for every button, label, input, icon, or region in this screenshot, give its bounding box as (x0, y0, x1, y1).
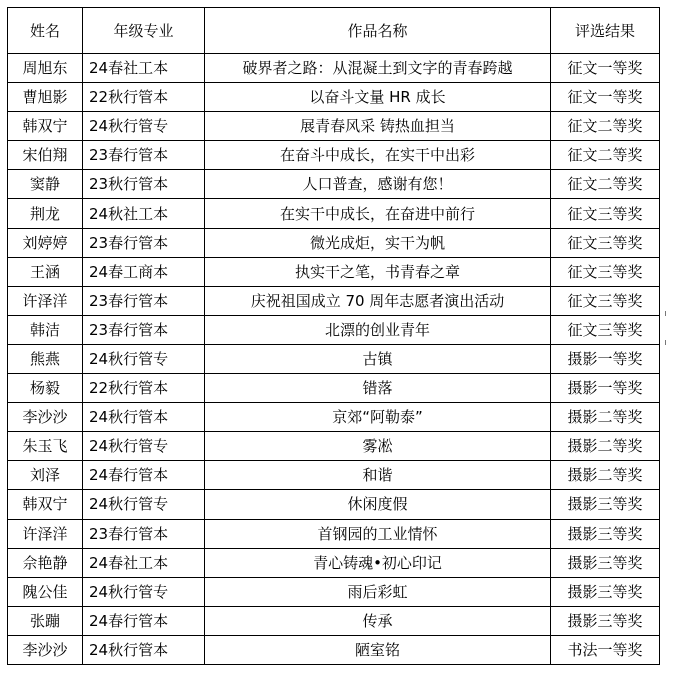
table-row (8, 635, 660, 664)
cell-result: 摄影二等奖 (551, 403, 660, 432)
cell-name: 李沙沙 (8, 635, 83, 664)
table-row (8, 199, 660, 228)
table-row (8, 374, 660, 403)
cell-work-title: 雨后彩虹 (205, 577, 551, 606)
table-row (8, 577, 660, 606)
cell-name: 朱玉飞 (8, 432, 83, 461)
cell-work-title: 错落 (205, 374, 551, 403)
cell-grade-major: 23春行管本 (83, 228, 205, 257)
cell-work-title: 雾凇 (205, 432, 551, 461)
header-name: 姓名 (8, 8, 83, 54)
table-row (8, 315, 660, 344)
table-row (8, 344, 660, 373)
cell-result: 摄影二等奖 (551, 461, 660, 490)
header-grade-major: 年级专业 (83, 8, 205, 54)
cell-result: 征文一等奖 (551, 54, 660, 83)
cell-work-title: 陋室铭 (205, 635, 551, 664)
cell-work-title: 青心铸魂•初心印记 (205, 548, 551, 577)
cell-work-title: 休闲度假 (205, 490, 551, 519)
table-row (8, 54, 660, 83)
cell-result: 摄影三等奖 (551, 577, 660, 606)
table-row (8, 490, 660, 519)
cell-result: 书法一等奖 (551, 635, 660, 664)
cell-name: 许泽洋 (8, 286, 83, 315)
awards-table (7, 7, 660, 665)
cell-name: 刘泽 (8, 461, 83, 490)
table-row (8, 286, 660, 315)
table-row (8, 606, 660, 635)
cell-work-title: 庆祝祖国成立 70 周年志愿者演出活动 (205, 286, 551, 315)
cell-grade-major: 24春行管本 (83, 606, 205, 635)
table-row (8, 519, 660, 548)
cell-work-title: 传承 (205, 606, 551, 635)
cell-grade-major: 24秋行管专 (83, 432, 205, 461)
cell-work-title: 展青春风采 铸热血担当 (205, 112, 551, 141)
cell-result: 征文一等奖 (551, 83, 660, 112)
cell-name: 刘婷婷 (8, 228, 83, 257)
cell-result: 征文三等奖 (551, 315, 660, 344)
cell-result: 征文三等奖 (551, 286, 660, 315)
cell-grade-major: 24秋行管专 (83, 344, 205, 373)
cell-name: 张蹦 (8, 606, 83, 635)
cell-work-title: 京郊“阿勒泰” (205, 403, 551, 432)
cell-grade-major: 24秋行管本 (83, 403, 205, 432)
cell-name: 韩洁 (8, 315, 83, 344)
cell-name: 宋伯翔 (8, 141, 83, 170)
cell-result: 摄影一等奖 (551, 344, 660, 373)
cell-work-title: 微光成炬，实干为帆 (205, 228, 551, 257)
header-row (8, 8, 660, 54)
cell-grade-major: 23秋行管本 (83, 170, 205, 199)
table-row (8, 228, 660, 257)
cell-work-title: 北漂的创业青年 (205, 315, 551, 344)
cell-grade-major: 24秋行管专 (83, 490, 205, 519)
cell-result: 摄影一等奖 (551, 374, 660, 403)
cell-work-title: 古镇 (205, 344, 551, 373)
cell-result: 摄影三等奖 (551, 519, 660, 548)
cell-name: 窦静 (8, 170, 83, 199)
cell-result: 摄影二等奖 (551, 432, 660, 461)
margin-tick (665, 340, 666, 345)
cell-work-title: 以奋斗文量 HR 成长 (205, 83, 551, 112)
cell-result: 征文二等奖 (551, 170, 660, 199)
cell-name: 佘艳静 (8, 548, 83, 577)
cell-grade-major: 22秋行管本 (83, 374, 205, 403)
cell-grade-major: 24秋行管本 (83, 635, 205, 664)
cell-grade-major: 24秋社工本 (83, 199, 205, 228)
header-result: 评选结果 (551, 8, 660, 54)
cell-grade-major: 24秋行管专 (83, 112, 205, 141)
cell-grade-major: 22秋行管本 (83, 83, 205, 112)
cell-grade-major: 24春社工本 (83, 548, 205, 577)
table-row (8, 112, 660, 141)
table-row (8, 432, 660, 461)
margin-tick (665, 311, 666, 316)
table-row (8, 141, 660, 170)
cell-work-title: 首钢园的工业情怀 (205, 519, 551, 548)
cell-grade-major: 23春行管本 (83, 286, 205, 315)
cell-work-title: 和谐 (205, 461, 551, 490)
table-row (8, 83, 660, 112)
cell-grade-major: 24春行管本 (83, 461, 205, 490)
cell-work-title: 在实干中成长，在奋进中前行 (205, 199, 551, 228)
cell-work-title: 人口普查，感谢有您！ (205, 170, 551, 199)
cell-name: 李沙沙 (8, 403, 83, 432)
cell-grade-major: 23春行管本 (83, 519, 205, 548)
cell-name: 荆龙 (8, 199, 83, 228)
cell-name: 韩双宁 (8, 490, 83, 519)
table-row (8, 548, 660, 577)
cell-result: 摄影三等奖 (551, 548, 660, 577)
cell-name: 隗公佳 (8, 577, 83, 606)
cell-result: 征文三等奖 (551, 257, 660, 286)
header-work-title: 作品名称 (205, 8, 551, 54)
cell-result: 征文二等奖 (551, 112, 660, 141)
cell-name: 许泽洋 (8, 519, 83, 548)
table-row (8, 403, 660, 432)
cell-name: 熊燕 (8, 344, 83, 373)
cell-grade-major: 23春行管本 (83, 315, 205, 344)
cell-result: 征文二等奖 (551, 141, 660, 170)
table-body (8, 54, 660, 665)
cell-name: 韩双宁 (8, 112, 83, 141)
cell-name: 曹旭影 (8, 83, 83, 112)
cell-work-title: 破界者之路：从混凝土到文字的青春跨越 (205, 54, 551, 83)
cell-grade-major: 23春行管本 (83, 141, 205, 170)
cell-grade-major: 24秋行管专 (83, 577, 205, 606)
cell-result: 摄影三等奖 (551, 606, 660, 635)
cell-result: 征文三等奖 (551, 199, 660, 228)
cell-work-title: 执实干之笔，书青春之章 (205, 257, 551, 286)
cell-grade-major: 24春社工本 (83, 54, 205, 83)
cell-work-title: 在奋斗中成长，在实干中出彩 (205, 141, 551, 170)
cell-name: 杨毅 (8, 374, 83, 403)
cell-result: 征文三等奖 (551, 228, 660, 257)
table-row (8, 461, 660, 490)
cell-grade-major: 24春工商本 (83, 257, 205, 286)
cell-result: 摄影三等奖 (551, 490, 660, 519)
cell-name: 王涵 (8, 257, 83, 286)
cell-name: 周旭东 (8, 54, 83, 83)
table-row (8, 257, 660, 286)
table-row (8, 170, 660, 199)
